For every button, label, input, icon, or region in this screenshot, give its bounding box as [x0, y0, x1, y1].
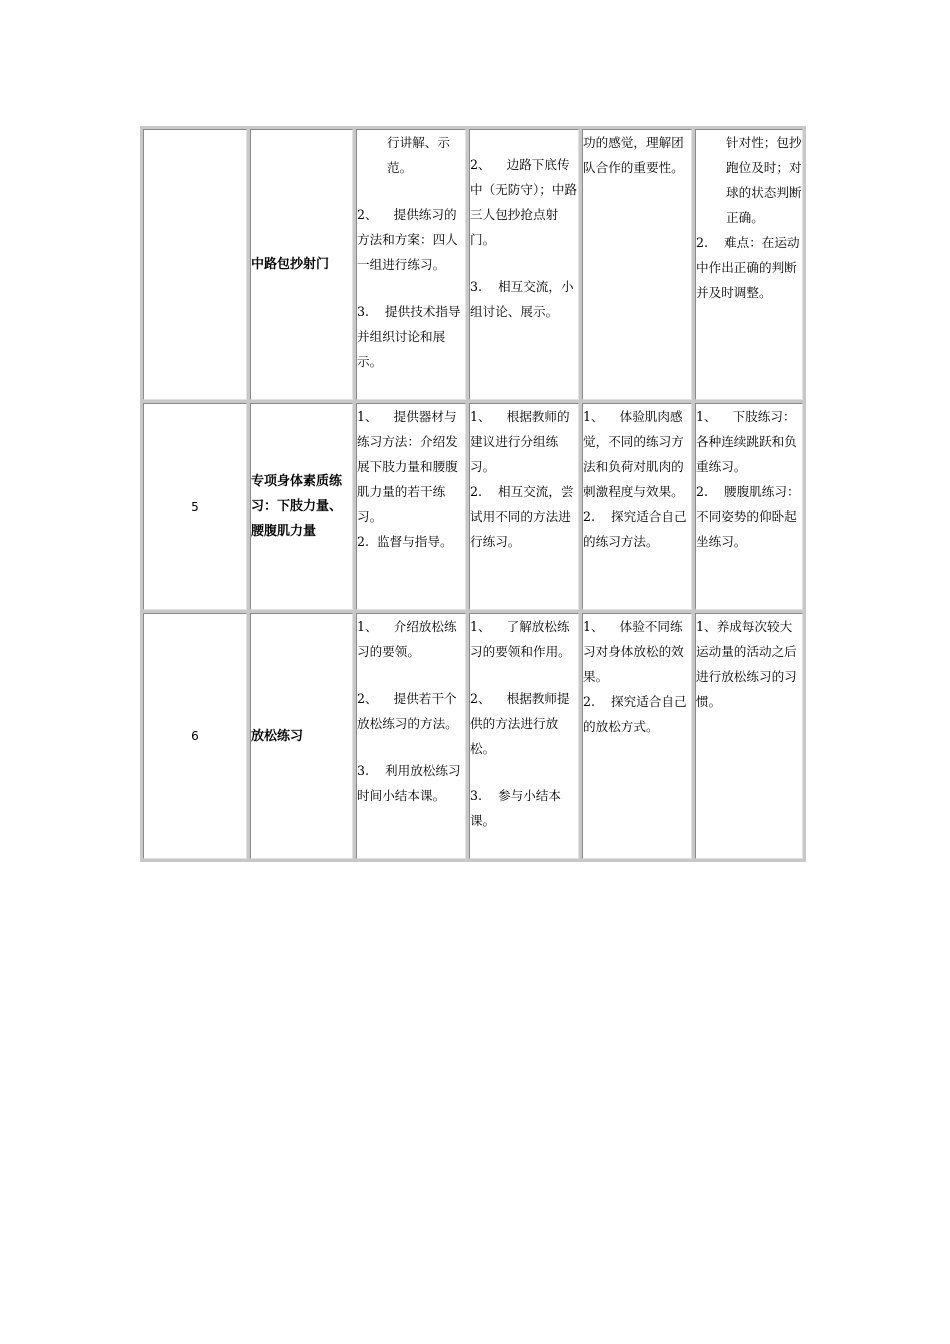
student-item: 1、 根据教师的建议进行分组练习。	[470, 409, 570, 474]
teacher-item: 1、 介绍放松练习的要领。	[357, 619, 457, 659]
key-point-item: 2. 难点：在运动中作出正确的判断并及时调整。	[696, 235, 800, 300]
student-item: 3. 相互交流，小组讨论、展示。	[470, 279, 574, 319]
row-number-cell	[143, 613, 247, 859]
topic-text: 中路包抄射门	[251, 257, 330, 272]
purpose-item: 1、 体验肌肉感觉，不同的练习方法和负荷对肌肉的刺激程度与效果。	[583, 409, 684, 499]
teacher-item: 3. 提供技术指导并组织讨论和展示。	[357, 304, 461, 369]
student-activity-cell	[469, 129, 579, 400]
key-points-cell	[695, 403, 803, 610]
row-number: 6	[191, 729, 199, 743]
lesson-plan-table	[140, 126, 806, 862]
student-item: 2、 边路下底传中（无防守）；中路三人包抄抢点射门。	[470, 157, 578, 247]
student-item: 2、 根据教师提供的方法进行放松。	[470, 691, 570, 756]
student-item: 3. 参与小结本课。	[470, 788, 561, 828]
teacher-item: 1、 提供器材与练习方法：介绍发展下肢力量和腰腹肌力量的若干练习。	[357, 409, 458, 524]
teacher-item: 2. 监督与指导。	[357, 534, 453, 549]
row-number-cell	[143, 403, 247, 610]
purpose-cell	[582, 613, 692, 859]
teacher-item: 行讲解、示范。	[387, 135, 450, 175]
teacher-activity-cell	[356, 613, 466, 859]
purpose-item: 2. 探究适合自己的放松方式。	[583, 694, 687, 734]
student-item: 1、 了解放松练习的要领和作用。	[470, 619, 571, 659]
key-point-item: 1、养成每次较大运动量的活动之后进行放松练习的习惯。	[696, 619, 797, 709]
topic-text: 专项身体素质练习：下肢力量、腰腹肌力量	[251, 474, 343, 539]
teacher-item: 2、 提供练习的方法和方案：四人一组进行练习。	[357, 207, 458, 272]
topic-text: 放松练习	[251, 728, 304, 744]
key-point-item: 2. 腰腹肌练习：不同姿势的仰卧起坐练习。	[696, 484, 800, 549]
key-points-cell	[695, 613, 803, 859]
topic-cell	[250, 403, 353, 610]
purpose-cell	[582, 403, 692, 610]
topic-cell	[250, 129, 353, 400]
teacher-item: 2、 提供若干个放松练习的方法。	[357, 691, 458, 731]
purpose-item: 1、 体验不同练习对身体放松的效果。	[583, 619, 684, 684]
purpose-item: 2. 探究适合自己的练习方法。	[583, 509, 687, 549]
purpose-cell	[582, 129, 692, 400]
teacher-item: 3. 利用放松练习时间小结本课。	[357, 763, 461, 803]
student-activity-cell	[469, 613, 579, 859]
topic-cell	[250, 613, 353, 859]
key-points-cell	[695, 129, 803, 400]
row-number-cell	[143, 129, 247, 400]
teacher-activity-cell	[356, 129, 466, 400]
student-activity-cell	[469, 403, 579, 610]
purpose-item: 功的感觉，理解团队合作的重要性。	[583, 135, 684, 175]
row-number: 5	[191, 499, 199, 514]
key-point-item: 1、 下肢练习：各种连续跳跃和负重练习。	[696, 409, 797, 474]
teacher-activity-cell	[356, 403, 466, 610]
key-point-item: 针对性；包抄跑位及时；对球的状态判断正确。	[726, 135, 802, 225]
student-item: 2. 相互交流，尝试用不同的方法进行练习。	[470, 484, 574, 549]
